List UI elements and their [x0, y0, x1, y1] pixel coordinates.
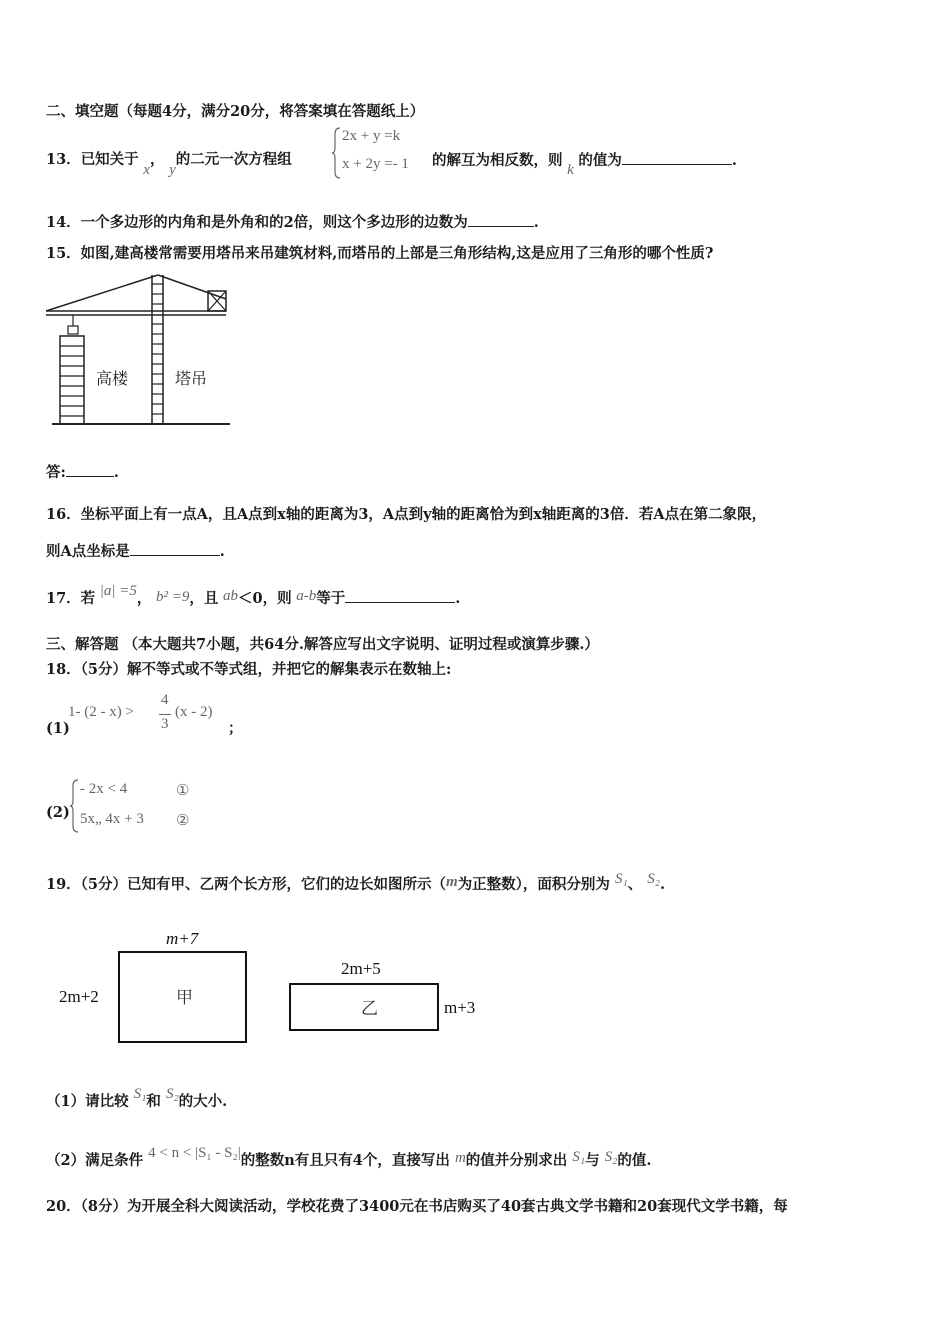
q19-p2-text-a: （2）满足条件 — [46, 1152, 144, 1169]
q14-end: . — [533, 214, 539, 231]
q15-answer-blank — [66, 462, 114, 477]
q19-p2-text-d: 与 — [585, 1152, 600, 1169]
section-3-title: 三、解答题 （本大题共7小题，共64分.解答应写出文字说明、证明过程或演算步骤.） — [46, 636, 599, 653]
question-17 — [46, 583, 461, 609]
q16-line2-text: 则A点坐标是 — [46, 543, 130, 560]
q17-abs-a: |a| =5 — [99, 583, 137, 599]
q17-b-squared: b² =9 — [156, 589, 190, 605]
q13-end: . — [731, 152, 737, 169]
q13-answer-blank — [622, 150, 732, 165]
q19-text-2: 为正整数），面积分别为 — [457, 876, 610, 893]
q19-p1-s1: S₁ — [133, 1086, 147, 1102]
q13-equation-system — [332, 126, 432, 180]
question-14 — [46, 212, 539, 233]
q19-p2-var-m: m — [454, 1150, 466, 1166]
q19-p2-condition: 4 < n < |S₁ - S₂| — [148, 1145, 241, 1161]
question-18: 18．（5分）解不等式或不等式组，并把它的解集表示在数轴上: — [46, 661, 452, 678]
question-15: 15．如图,建高楼常需要用塔吊来吊建筑材料,而塔吊的上部是三角形结构,这是应用了三角形的哪个性质? — [46, 245, 714, 262]
q17-text-2: ，且 — [189, 590, 219, 607]
q14-text: 14．一个多边形的内角和是外角和的2倍，则这个多边形的边数为 — [46, 214, 468, 231]
q17-answer-blank — [345, 588, 455, 603]
q17-text-4: 等于 — [316, 590, 346, 607]
q18-p1-numerator: 4 — [161, 692, 169, 708]
q19-p2-text-b: 的整数n有且只有4个，直接写出 — [240, 1152, 450, 1169]
q19-p1-text-a: （1）请比较 — [46, 1093, 129, 1110]
yi-right-label: m+3 — [444, 998, 476, 1017]
q18-p2-eq1: - 2x < 4 — [80, 781, 128, 797]
q19-p2-text-e: 的值. — [617, 1152, 652, 1169]
tower-crane-figure — [44, 272, 244, 432]
q19-p2-text-c: 的值并分别求出 — [465, 1152, 568, 1169]
q15-end: . — [113, 464, 119, 481]
q18-p1-right: (x - 2) — [175, 704, 213, 720]
jia-top-label: m+7 — [166, 929, 199, 948]
q19-text-1: 19．（5分）已知有甲、乙两个长方形，它们的边长如图所示（ — [46, 876, 447, 893]
q13-var-k: k — [567, 162, 574, 178]
q18-p1-end: ； — [228, 720, 243, 737]
section-2-title: 二、填空题（每题4分，满分20分，将答案填在答题纸上） — [46, 103, 425, 120]
q17-comma: ， — [136, 590, 152, 607]
q18-part1-label: (1) — [46, 720, 70, 737]
question-16-line1: 16．坐标平面上有一点A，且A点到x轴的距离为3，A点到y轴的距离恰为到x轴距离的3倍．若A点在第二象限， — [46, 506, 767, 523]
q16-answer-blank — [130, 541, 220, 556]
question-19 — [46, 871, 666, 895]
q19-s2: S₂ — [647, 871, 660, 887]
q17-a-minus-b: a-b — [296, 588, 317, 604]
q19-part2 — [46, 1145, 652, 1171]
q18-p1-denominator: 3 — [161, 716, 169, 732]
jia-label: 甲 — [176, 988, 193, 1008]
q18-p1-left: 1- (2 - x) > — [68, 704, 134, 720]
q19-end: . — [660, 876, 666, 893]
q16-end: . — [219, 543, 225, 560]
q19-p1-s2: S₂ — [165, 1086, 179, 1102]
q13-number: 13． — [46, 151, 81, 168]
question-20: 20．（8分）为开展全科大阅读活动，学校花费了3400元在书店购买了40套古典文学书籍和20套现代文学书籍，每 — [46, 1198, 788, 1215]
q19-sep: 、 — [627, 876, 643, 893]
q17-text-3: ，则 — [262, 590, 292, 607]
q13-comma: ， — [149, 151, 165, 168]
q18-p2-eq2: 5x„ 4x + 3 — [80, 811, 144, 827]
q13-text-1: 已知关于 — [80, 151, 139, 168]
q19-p1-text-b: 的大小. — [178, 1093, 228, 1110]
q19-p1-and: 和 — [146, 1093, 161, 1110]
crane-label: 塔吊 — [175, 369, 208, 388]
q18-p2-brace — [70, 778, 80, 834]
q19-p2-s1: S₁ — [572, 1149, 586, 1165]
q18-p2-circle-2: ② — [176, 813, 190, 829]
question-13-tail — [432, 150, 737, 178]
q18-p1-fraction-bar — [159, 714, 171, 715]
q13-brace — [332, 126, 342, 180]
q13-var-x: x — [143, 162, 150, 178]
q17-ab: ab — [223, 588, 239, 604]
q13-text-2: 的二元一次方程组 — [175, 151, 292, 168]
building-label: 高楼 — [96, 369, 129, 388]
q19-s1: S₁ — [615, 871, 628, 887]
q13-eq2: x + 2y =- 1 — [342, 156, 409, 172]
q13-var-y: y — [169, 162, 176, 178]
q19-var-m: m — [446, 874, 458, 890]
q18-part2-system — [70, 778, 210, 834]
q13-text-4: 的值为 — [578, 152, 622, 169]
question-13 — [46, 150, 292, 178]
q13-text-3: 的解互为相反数，则 — [432, 152, 563, 169]
q18-part2-label: (2) — [46, 804, 70, 821]
question-16-line2 — [46, 541, 225, 562]
q14-answer-blank — [468, 212, 534, 227]
yi-top-label: 2m+5 — [341, 959, 381, 978]
rectangles-figure — [52, 920, 512, 1050]
q15-answer — [46, 462, 119, 483]
q15-answer-label: 答: — [46, 464, 66, 481]
jia-left-label: 2m+2 — [59, 987, 99, 1006]
q18-p2-circle-1: ① — [176, 783, 190, 799]
q17-number: 17．若 — [46, 590, 96, 607]
q13-eq1: 2x + y =k — [342, 128, 401, 144]
q17-lt-zero: ＜0 — [238, 590, 263, 607]
q17-end: . — [455, 590, 461, 607]
q19-part1 — [46, 1086, 228, 1112]
yi-label: 乙 — [361, 999, 378, 1019]
q19-p2-s2: S₂ — [604, 1149, 618, 1165]
